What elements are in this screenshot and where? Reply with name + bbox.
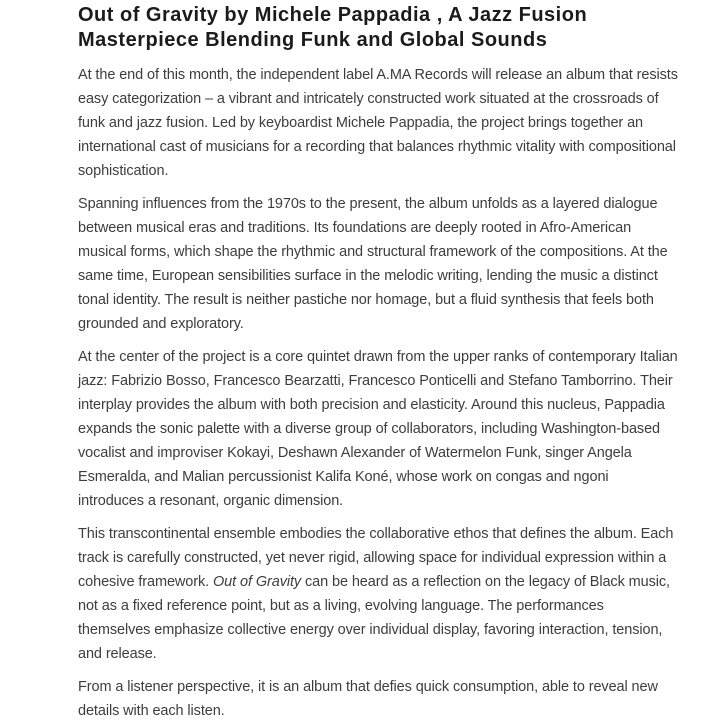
paragraph	[78, 522, 678, 666]
paragraph	[78, 192, 678, 336]
text-run: From a listener perspective, it is an album that defies quick consumption, able to reveal new details with each listen.	[78, 679, 658, 719]
text-run: can be heard as a reflection on the legacy of Black music, not as a fixed reference point, but as a living, evolving language. The performances themselves emphasize collective energy over individual display, favoring interaction, tension, and release.	[78, 574, 670, 662]
article-body	[78, 63, 678, 723]
paragraph	[78, 63, 678, 183]
paragraph	[78, 345, 678, 513]
text-run: Spanning influences from the 1970s to the present, the album unfolds as a layered dialogue between musical eras and traditions. Its foundations are deeply rooted in Afro-American musical forms, which shape the rhythmic and structural framework of the compositions. At the same time, European sensibilities surface in the melodic writing, lending the music a distinct tonal identity. The result is neither pastiche nor homage, but a fluid synthesis that feels both grounded and exploratory.	[78, 196, 668, 332]
text-run: This transcontinental ensemble embodies the collaborative ethos that defines the album. Each track is carefully constructed, yet never rigid, allowing space for individual expression within a cohesive framework.	[78, 526, 674, 590]
article-title: Out of Gravity by Michele Pappadia , A Jazz Fusion Masterpiece Blending Funk and Global Sounds	[78, 4, 588, 51]
text-run: At the center of the project is a core quintet drawn from the upper ranks of contemporary Italian jazz: Fabrizio Bosso, Francesco Bearzatti, Francesco Ponticelli and Stefano Tamborrino. Their interplay provides the album with both precision and elasticity. Around this nucleus, Pappadia expands the sonic palette with a diverse group of collaborators, including Washington-based vocalist and improviser Kokayi, Deshawn Alexander of Watermelon Funk, singer Angela Esmeralda, and Malian percussionist Kalifa Koné, whose work on congas and ngoni introduces a resonant, organic dimension.	[78, 349, 678, 509]
text-run: At the end of this month, the independent label A.MA Records will release an album that resists easy categorization – a vibrant and intricately constructed work situated at the crossroads of funk and jazz fusion. Led by keyboardist Michele Pappadia, the project brings together an international cast of musicians for a recording that balances rhythmic vitality with compositional sophistication.	[78, 67, 678, 179]
album-title-italic: Out of Gravity	[213, 574, 302, 590]
paragraph	[78, 675, 678, 723]
